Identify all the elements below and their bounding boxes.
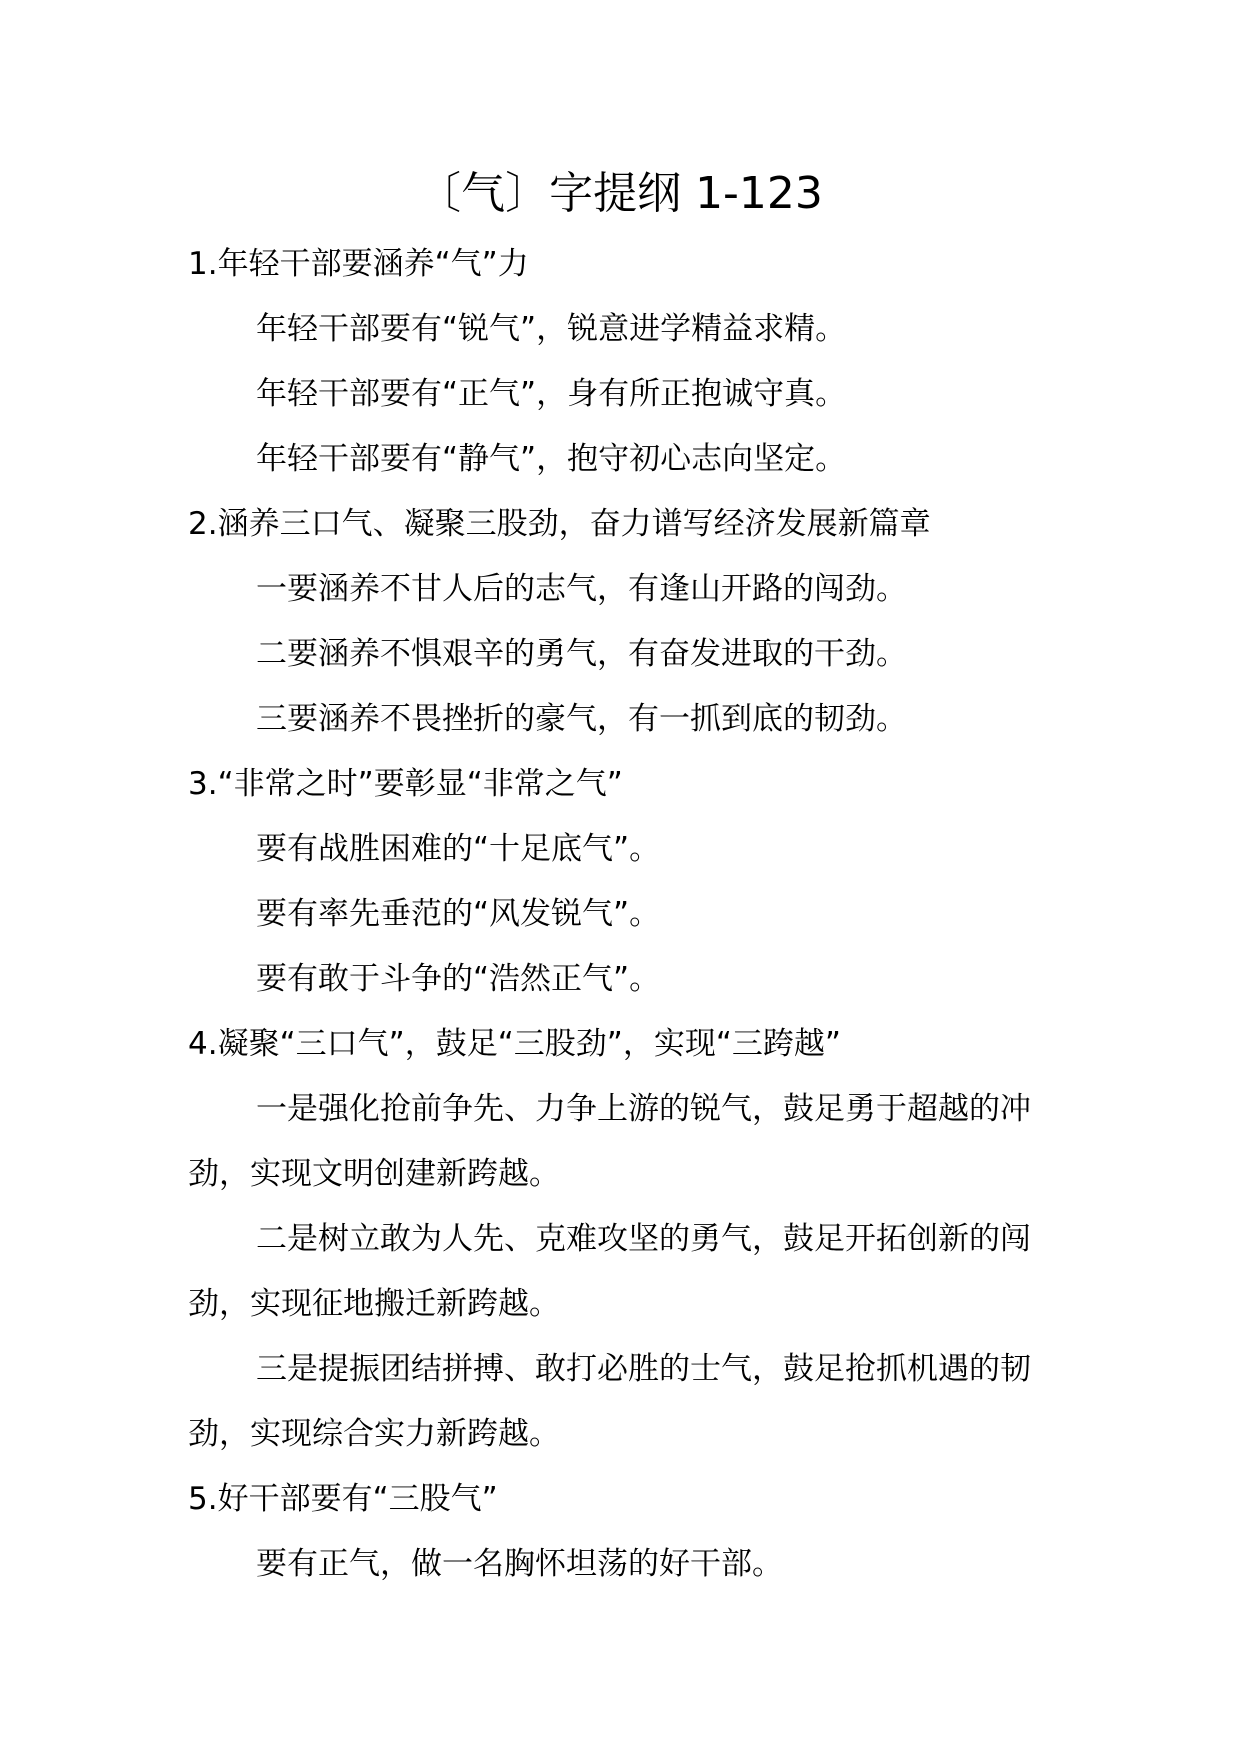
section-5 bbox=[188, 1467, 1060, 1597]
section-3 bbox=[188, 752, 1060, 1012]
paragraph: 要有战胜困难的“十足底气”。 bbox=[256, 831, 661, 867]
paragraph: 三是提振团结拼搏、敢打必胜的士气，鼓足抢抓机遇的韧劲，实现综合实力新跨越。 bbox=[188, 1351, 1031, 1452]
section-1 bbox=[188, 232, 1060, 492]
paragraph: 二要涵养不惧艰辛的勇气，有奋发进取的干劲。 bbox=[256, 636, 907, 672]
section-heading: 3.“非常之时”要彰显“非常之气” bbox=[188, 766, 623, 802]
paragraph: 年轻干部要有“静气”，抱守初心志向坚定。 bbox=[256, 441, 847, 477]
paragraph: 年轻干部要有“正气”，身有所正抱诚守真。 bbox=[256, 376, 847, 412]
paragraph: 一要涵养不甘人后的志气，有逢山开路的闯劲。 bbox=[256, 571, 907, 607]
section-heading: 5.好干部要有“三股气” bbox=[188, 1481, 498, 1517]
paragraph: 要有率先垂范的“风发锐气”。 bbox=[256, 896, 661, 932]
paragraph: 年轻干部要有“锐气”，锐意进学精益求精。 bbox=[256, 311, 847, 347]
paragraph: 二是树立敢为人先、克难攻坚的勇气，鼓足开拓创新的闯劲，实现征地搬迁新跨越。 bbox=[188, 1221, 1031, 1322]
document-title: 〔气〕字提纲 1-123 bbox=[417, 168, 823, 219]
section-heading: 4.凝聚“三口气”，鼓足“三股劲”，实现“三跨越” bbox=[188, 1026, 841, 1062]
document-body bbox=[188, 232, 1060, 1597]
paragraph: 一是强化抢前争先、力争上游的锐气，鼓足勇于超越的冲劲，实现文明创建新跨越。 bbox=[188, 1091, 1031, 1192]
section-4 bbox=[188, 1012, 1060, 1467]
section-heading: 2.涵养三口气、凝聚三股劲，奋力谱写经济发展新篇章 bbox=[188, 506, 931, 542]
paragraph: 要有敢于斗争的“浩然正气”。 bbox=[256, 961, 661, 997]
paragraph: 三要涵养不畏挫折的豪气，有一抓到底的韧劲。 bbox=[256, 701, 907, 737]
section-heading: 1.年轻干部要涵养“气”力 bbox=[188, 246, 529, 282]
paragraph: 要有正气，做一名胸怀坦荡的好干部。 bbox=[256, 1546, 783, 1582]
section-2 bbox=[188, 492, 1060, 752]
